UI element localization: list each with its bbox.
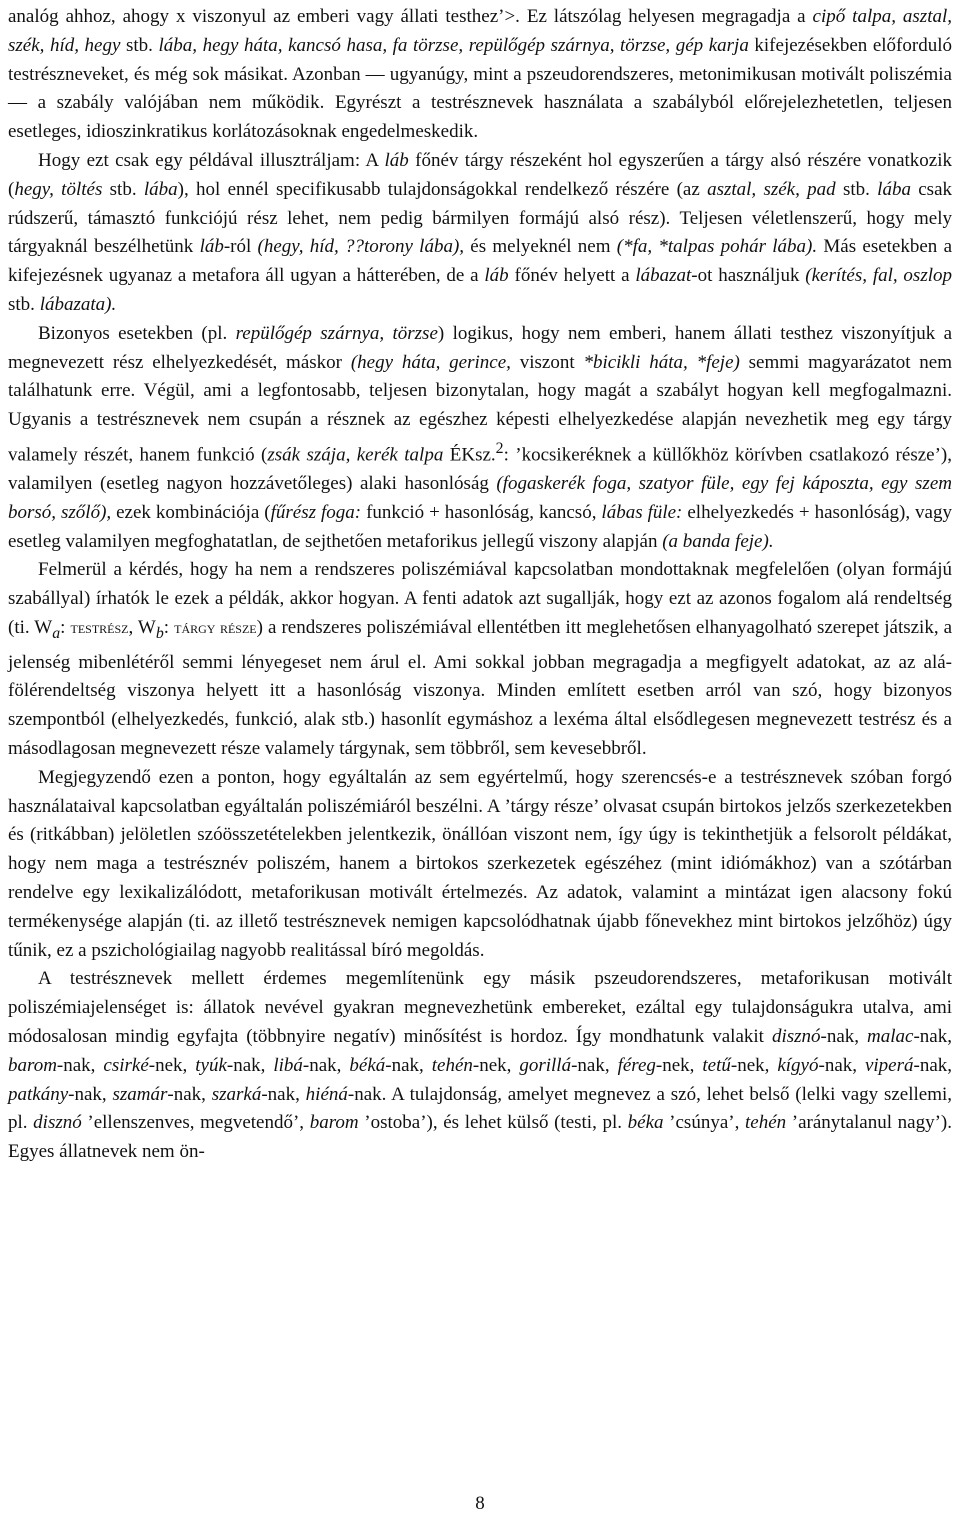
italic-text: lába (877, 178, 911, 200)
italic-text: (a banda feje). (662, 530, 774, 552)
text-run: főnév tárgy részeként hol egyszerűen a tárgy alsó részére vonatkozik ( (8, 149, 952, 200)
italic-text: féreg (617, 1054, 656, 1076)
paragraph (8, 764, 952, 966)
text-run: ’csúnya’, (663, 1112, 745, 1134)
italic-text: asztal, szék, pad (707, 178, 836, 200)
italic-text: patkány (8, 1083, 69, 1105)
text-run: Hogy ezt csak egy példával illusztráljam: A (38, 149, 385, 171)
text-run: : ’kocsikeréknek a küllőkhöz körívben csatlakozó része’), valamilyen (esetleg nagyon hozzávetőleges) alaki hasonlóság (8, 444, 952, 495)
paragraph (8, 3, 952, 147)
italic-text: lábas füle: (601, 501, 683, 523)
text-run: ’ellenszenves, megvetendő’, (81, 1112, 310, 1134)
italic-text: (hegy, híd, ??torony lába), (257, 236, 465, 258)
text-run: csak rúdszerű, támasztó funkciójú rész lehet, nem pedig bármilyen formájú alsó rész). Teljesen véletlenszerű, hogy mely tárgyaknál beszélhetünk (8, 178, 953, 258)
text-run: ), hol ennél specifikusabb tulajdonságokkal rendelkező részére (az (177, 178, 708, 200)
text-run: -nak, (820, 1026, 868, 1048)
text-run: -ot használjuk (691, 265, 806, 287)
text-run: -ról (223, 236, 258, 258)
text-run: Felmerül a kérdés, hogy ha nem a rendszeres poliszémiával kapcsolatban mondottaknak megfelelően (olyan formájú szabállyal) írhatók le ezek a példák, akkor hogyan. A fenti adatok azt sugallják, hogy ezt az azonos fogalom alá rendeltség (ti. W (8, 559, 952, 639)
text-run: -nak, (226, 1054, 274, 1076)
text-run: stb. (120, 34, 159, 56)
text-run: -nak, (167, 1083, 212, 1105)
italic-text: láb (384, 149, 409, 171)
italic-text: tyúk (195, 1054, 227, 1076)
text-run: -nak, (302, 1054, 350, 1076)
text-run: -nak, (68, 1083, 113, 1105)
page-number: 8 (475, 1493, 485, 1514)
text-run: és melyeknél nem (464, 236, 617, 258)
text-run: főnév helyett a (508, 265, 636, 287)
text-run: elhelyezkedés + hasonlóság), vagy esetleg valamilyen megfoghatatlan, de sejthetően metaforikus jellegű viszony alapján (8, 501, 952, 552)
text-run: A testrésznevek mellett érdemes megemlítenünk egy másik pszeudorendszeres, metaforikusan motivált poliszémiajelenséget is: állatok nevével gyakran megnevezhetünk embereket, ezáltal egy tulajdonságukra utalva, ami módosalosan mindig egyfajta (többnyire negatív) minősítést is hordoz. Így mondhatunk valakit (8, 968, 952, 1048)
italic-text: a (52, 624, 61, 642)
italic-text: láb (484, 265, 509, 287)
text-run: Megjegyzendő ezen a ponton, hogy egyáltalán az sem egyértelmű, hogy szerencsés-e a testrésznevek szóban forgó használataival kapcsolatban egyáltalán poliszémiáról beszélni. A ’tárgy része’ olvasat csupán birtokos jelzős szerkezetekben és (ritkábban) jelöletlen szóösszetételekben jelentkezik, önállóan viszont nem, így úgy is tekinthetjük a felsorolt példákat, hogy nem maga a testrésznév poliszém, hanem a birtokos szerkezetek egészéhez (mint idiómákhoz) van a szótárban rendelve egy lexikalizálódott, metaforikusan motivált értelmezés. Az adatok, valamint a mintázat igen alacsony fokú termékenysége alapján (ti. az illető testrésznevek nemigen kapcsolódhatnak újabb főnevekhez mint birtokos jelzőhöz) úgy tűnik, ez a pszichológiailag nagyobb realitással bíró megoldás. (8, 766, 952, 961)
text-run: ezek kombinációja ( (111, 501, 271, 523)
italic-text: zsák szája, kerék talpa (267, 444, 444, 466)
italic-text: hegy, töltés (14, 178, 103, 200)
italic-text: fűrész foga: (270, 501, 362, 523)
italic-text: (hegy háta, gerince, (350, 351, 511, 373)
text-run: ) a rendszeres poliszémiával ellentétben itt meglehetősen elhanyagolható szerepet játszik, a jelenség mibenlétéről semmi lényegeset nem árul el. Ami sokkal jobban megragadja a megfigyelt adatokat, az az alá-fölérendeltség viszonya helyett itt a hasonlóság viszonya. Minden említett esetben arról van szó, hogy bizonyos szempontból (elhelyezkedés, funkció, alak stb.) hasonlít egymáshoz a lexéma által elsődlegesen megnevezett testrész és a másodlagosan megnevezett része valamely tárgynak, sem többről, sem kevesebbről. (8, 617, 953, 760)
italic-text: lábazata). (39, 293, 117, 315)
italic-text: (fogaskerék foga, szatyor füle, egy fej káposzta, egy szem borsó, szőlő), (8, 473, 952, 523)
text-run: -nek, (472, 1054, 520, 1076)
italic-text: *bicikli háta, *feje) (583, 351, 740, 373)
italic-text: lába (143, 178, 178, 200)
text-run: -nak, (913, 1054, 953, 1076)
text-run: stb. (8, 293, 40, 315)
text-run: ÉKsz. (443, 444, 496, 466)
text-run: stb. (102, 178, 144, 200)
text-run: ) logikus, hogy nem emberi, hanem állati testhez viszonyítjuk a megnevezett rész elhelyezkedését, máskor (8, 322, 953, 373)
text-run: -nek, (730, 1054, 778, 1076)
italic-text: b (155, 624, 164, 642)
italic-text: libá (273, 1054, 303, 1076)
text-run: funkció + hasonlóság, kancsó, (361, 501, 602, 523)
superscript: 2 (495, 439, 504, 457)
italic-text: szarká (211, 1083, 262, 1105)
italic-text: barom (8, 1054, 57, 1076)
text-run: : (60, 617, 71, 639)
text-run: -nak, (818, 1054, 865, 1076)
italic-text: szamár (112, 1083, 168, 1105)
text-run: -nak, (385, 1054, 432, 1076)
italic-text: hiéná (305, 1083, 348, 1105)
small-caps-text: testrész (70, 618, 129, 638)
italic-text: (*fa, *talpas pohár lába). (616, 236, 818, 258)
italic-text: tehén (744, 1112, 787, 1134)
text-run: ’ostoba’), és lehet külső (testi, pl. (358, 1112, 628, 1134)
body-text (8, 3, 952, 1167)
text-run: -nak. A tulajdonság, amelyet megnevez a szó, lehet belső (lelki vagy szellemi, pl. (8, 1083, 953, 1134)
text-run: -nak, (56, 1054, 104, 1076)
italic-text: repülőgép szárnya, törzse (235, 322, 438, 344)
italic-text: (kerítés, fal, oszlop (805, 265, 953, 287)
text-run: -nek, (148, 1054, 196, 1076)
paragraph (8, 556, 952, 763)
text-run: , W (128, 617, 156, 639)
text-run: semmi magyarázatot nem találhatunk erre. Végül, ami a legfontosabb, teljesen bizonytalan, hogy magát a szabályt hogyan kell megfogalmazni. Ugyanis a testrésznevek nem csupán a résznek az egészhez képesti elhelyezkedése alapján nevezhetik meg egy tárgy valamely részét, hanem funkció ( (8, 351, 953, 466)
italic-text: disznó (33, 1112, 82, 1134)
small-caps-text: tárgy része (174, 618, 257, 638)
italic-text: láb (199, 236, 224, 258)
text-run: -nak, (571, 1054, 618, 1076)
italic-text: tetű (702, 1054, 731, 1076)
italic-text: cipő talpa, asztal, szék, híd, hegy (8, 6, 953, 56)
italic-text: disznó (771, 1026, 821, 1048)
italic-text: lábazat (635, 265, 692, 287)
text-run: Bizonyos esetekben (pl. (38, 322, 236, 344)
text-run: -nak, (261, 1083, 306, 1105)
paragraph (8, 320, 952, 557)
italic-text: kígyó (777, 1054, 819, 1076)
italic-text: béka (627, 1112, 664, 1134)
italic-text: lába, hegy háta, kancsó hasa, fa törzse, repülőgép szárnya, törzse, gép karja (158, 34, 749, 56)
italic-text: csirké (103, 1054, 149, 1076)
italic-text: béká (349, 1054, 386, 1076)
text-run: -nek, (655, 1054, 703, 1076)
text-run: : (163, 617, 175, 639)
italic-text: malac (867, 1026, 914, 1048)
text-run: analóg ahhoz, ahogy x viszonyul az emberi vagy állati testhez’>. Ez látszólag helyesen megragadja a (8, 6, 813, 27)
paragraph (8, 147, 952, 320)
text-run: Más esetekben a kifejezésnek ugyanaz a metafora áll ugyan a hátterében, de a (8, 236, 952, 287)
text-run: -nak, (913, 1026, 952, 1048)
text-run: stb. (835, 178, 878, 200)
text-run: kifejezésekben előforduló testrészneveket, és még sok másikat. Azonban — ugyanúgy, mint a pszeudorendszeres, metonimikusan motivált poliszémia — a szabály valójában nem működik. Egyrészt a testrésznevek használata a szabályból előrejelezhetetlen, teljesen esetleges, idioszinkratikus korlátozásoknak engedelmeskedik. (8, 34, 952, 143)
paragraph (8, 965, 952, 1167)
italic-text: viperá (864, 1054, 914, 1076)
italic-text: tehén (431, 1054, 473, 1076)
italic-text: barom (309, 1112, 359, 1134)
text-run: viszont (510, 351, 584, 373)
italic-text: gorillá (519, 1054, 572, 1076)
text-run: ’aránytalanul nagy’). Egyes állatnevek nem ön- (8, 1112, 952, 1163)
